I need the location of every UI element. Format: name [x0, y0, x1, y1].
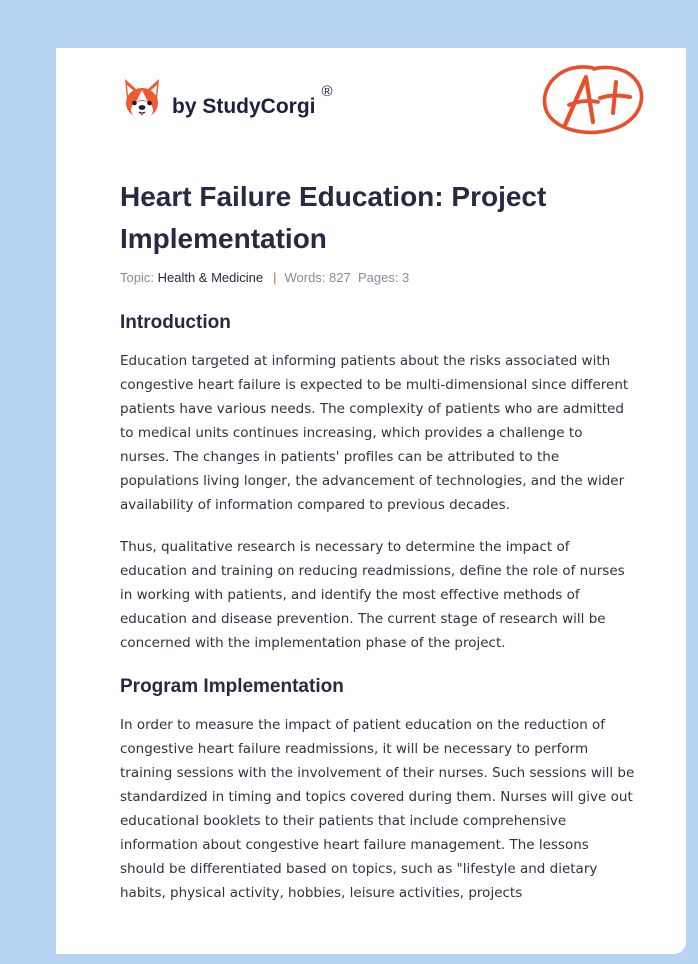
page-count: Pages: 3 [357, 270, 410, 285]
article-meta [120, 269, 409, 287]
section-heading-introduction: Introduction [120, 312, 231, 333]
topic-label: Topic: [120, 270, 154, 285]
meta-separator: | [273, 270, 277, 285]
brand-header[interactable] [122, 78, 333, 122]
page-title: Heart Failure Education: Project Implementation [120, 181, 547, 254]
brand-name-text: by StudyCorgi [172, 95, 316, 118]
paragraph: In order to measure the impact of patient education on the reduction of congestive heart failure readmissions, it will be necessary to perform training sessions with the involvement of their nurses. Such sessions will be standardized in timing and topics covered during them. Nurses will give out educational booklets to their patients that include comprehensive information about congestive heart failure management. The lessons should be differentiated based on topics, such as "lifestyle and dietary habits, physical activity, hobbies, leisure activities, projects [120, 717, 635, 901]
topic-link[interactable]: Health & Medicine [157, 270, 264, 285]
paragraph: Thus, qualitative research is necessary to determine the impact of education and training on reducing readmissions, define the role of nurses in working with patients, and identify the most effective methods of education and disease prevention. The current stage of research will be concerned with the implementation phase of the project. [120, 539, 625, 651]
article-body [120, 310, 636, 905]
brand-name [172, 83, 333, 119]
paragraph: Education targeted at informing patients about the risks associated with congestive heart failure is expected to be multi-dimensional since different patients have various needs. The complexity of patients who are admitted to medical units continues increasing, which provides a challenge to nurses. The changes in patients' profiles can be attributed to the populations living longer, the advancement of technologies, and the wider availability of information compared to previous decades. [120, 353, 629, 513]
word-count: Words: 827 [284, 270, 351, 285]
document-page [56, 48, 686, 954]
registered-mark: ® [321, 83, 333, 100]
corgi-logo-icon [122, 78, 162, 122]
section-heading-program-implementation: Program Implementation [120, 676, 344, 697]
a-plus-grade-icon [538, 58, 650, 142]
